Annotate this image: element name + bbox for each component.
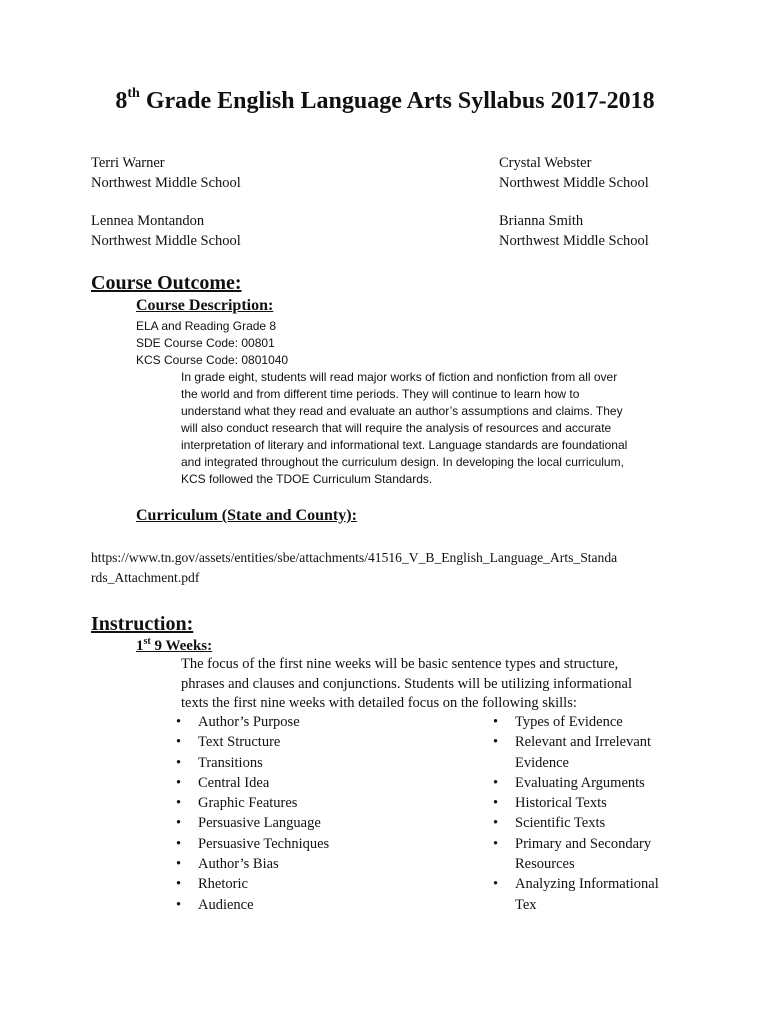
bullet-icon: • <box>176 876 182 893</box>
title-text: Grade English Language Arts Syllabus 2017-2018 <box>139 88 655 114</box>
title-grade-number: 8 <box>115 88 128 114</box>
bullet-icon: • <box>493 815 499 832</box>
list-item <box>176 732 456 752</box>
author-name: Lennea Montandon <box>91 213 205 229</box>
list-item <box>493 834 673 875</box>
author-school: Northwest Middle School <box>91 232 241 249</box>
course-codes <box>136 318 288 369</box>
title-grade-suffix: th <box>127 86 140 101</box>
skill-label: Central Idea <box>198 774 270 791</box>
curriculum-url-line[interactable]: rds_Attachment.pdf <box>91 569 200 585</box>
bullet-icon: • <box>493 835 499 852</box>
paragraph-line: In grade eight, students will read major works of fiction and nonfiction from all over <box>181 370 618 384</box>
paragraph-line: the world and from different time periods. They will continue to learn how to <box>181 387 580 401</box>
list-item <box>493 874 673 915</box>
page-title <box>0 86 770 115</box>
bullet-icon: • <box>176 896 182 913</box>
skill-label: Evaluating Arguments <box>515 774 645 791</box>
list-item <box>176 834 456 854</box>
list-item <box>493 793 673 813</box>
skill-label: Persuasive Language <box>198 815 321 832</box>
list-item <box>176 753 456 773</box>
paragraph-line: The focus of the first nine weeks will be basic sentence types and structure, <box>181 656 619 672</box>
course-outcome-heading: Course Outcome: <box>91 272 242 294</box>
skill-label: Author’s Purpose <box>198 714 300 730</box>
skill-label: Text Structure <box>198 734 281 751</box>
bullet-icon: • <box>493 795 499 812</box>
skill-label: Scientific Texts <box>515 815 606 832</box>
skill-label: Analyzing Informational Tex <box>515 876 659 913</box>
bullet-icon: • <box>493 774 499 791</box>
author-block-2 <box>499 154 649 193</box>
bullet-icon: • <box>176 734 182 751</box>
bullet-icon: • <box>176 835 182 852</box>
bullet-icon: • <box>493 734 499 751</box>
author-school: Northwest Middle School <box>91 174 241 191</box>
course-description-heading: Course Description: <box>136 297 274 314</box>
list-item <box>176 813 456 833</box>
skill-label: Types of Evidence <box>515 714 623 730</box>
skill-label: Graphic Features <box>198 795 298 812</box>
author-name: Terri Warner <box>91 155 165 171</box>
curriculum-url[interactable] <box>91 548 617 587</box>
skill-label: Relevant and Irrelevant Evidence <box>515 734 652 771</box>
skill-label: Transitions <box>198 754 263 771</box>
list-item <box>176 895 456 915</box>
course-description-paragraph <box>181 369 627 488</box>
week-label: 9 Weeks: <box>150 638 213 654</box>
curriculum-heading: Curriculum (State and County): <box>136 507 357 524</box>
bullet-icon: • <box>176 856 182 873</box>
author-name: Brianna Smith <box>499 213 584 229</box>
bullet-icon: • <box>176 795 182 812</box>
skills-list-left <box>176 712 456 915</box>
skill-label: Historical Texts <box>515 795 607 812</box>
paragraph-line: texts the first nine weeks with detailed focus on the following skills: <box>181 695 577 711</box>
course-code-line: ELA and Reading Grade 8 <box>136 319 277 333</box>
paragraph-line: phrases and clauses and conjunctions. Students will be utilizing informational <box>181 675 633 692</box>
bullet-icon: • <box>493 714 499 730</box>
list-item <box>493 732 673 773</box>
skill-label: Primary and Secondary Resources <box>515 835 652 873</box>
list-item <box>176 773 456 793</box>
bullet-icon: • <box>176 815 182 832</box>
skill-label: Persuasive Techniques <box>198 835 330 852</box>
instruction-heading: Instruction: <box>91 613 194 635</box>
course-code-line: KCS Course Code: 0801040 <box>136 353 289 367</box>
list-item <box>493 712 673 732</box>
skill-label: Audience <box>198 896 254 913</box>
paragraph-line: will also conduct research that will require the analysis of resources and accurate <box>181 421 612 435</box>
list-item <box>493 773 673 793</box>
bullet-icon: • <box>176 754 182 771</box>
author-school: Northwest Middle School <box>499 232 649 249</box>
bullet-icon: • <box>176 774 182 791</box>
skills-list-right <box>493 712 673 915</box>
author-name: Crystal Webster <box>499 155 592 171</box>
paragraph-line: understand what they read and evaluate an author’s assumptions and claims. They <box>181 404 623 418</box>
curriculum-url-line[interactable]: https://www.tn.gov/assets/entities/sbe/attachments/41516_V_B_English_Language_Arts_Standa <box>91 550 618 565</box>
paragraph-line: interpretation of literary and informational text. Language standards are foundational <box>181 438 628 452</box>
list-item <box>176 712 456 732</box>
week-suffix: st <box>143 636 151 647</box>
list-item <box>176 793 456 813</box>
author-school: Northwest Middle School <box>499 174 649 191</box>
course-code-line: SDE Course Code: 00801 <box>136 336 275 350</box>
week-heading <box>136 636 212 655</box>
bullet-icon: • <box>176 714 182 730</box>
skill-label: Rhetoric <box>198 876 248 893</box>
skill-label: Author’s Bias <box>198 856 279 873</box>
author-block-3 <box>91 212 241 251</box>
list-item <box>493 813 673 833</box>
author-block-1 <box>91 154 241 193</box>
list-item <box>176 874 456 894</box>
list-item <box>176 854 456 874</box>
paragraph-line: KCS followed the TDOE Curriculum Standards. <box>181 472 433 486</box>
bullet-icon: • <box>493 876 499 893</box>
paragraph-line: and integrated throughout the curriculum design. In developing the local curriculum, <box>181 455 624 469</box>
instruction-focus-paragraph <box>181 655 632 714</box>
week-number: 1 <box>136 638 144 654</box>
author-block-4 <box>499 212 649 251</box>
